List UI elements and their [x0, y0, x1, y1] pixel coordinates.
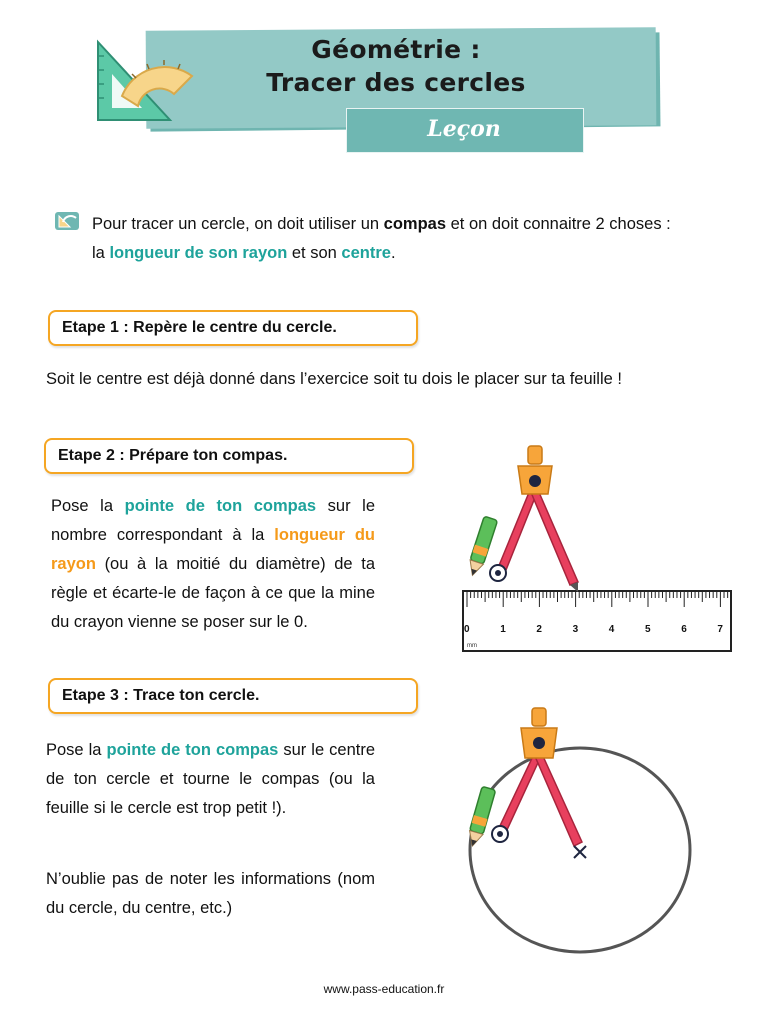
compass-on-ruler-icon [460, 440, 590, 595]
page-title [146, 33, 646, 99]
step-1-box: Etape 1 : Repère le centre du cercle. [48, 310, 418, 346]
ruler-number: 7 [717, 624, 723, 635]
intro-geometry-icon [54, 210, 80, 232]
ruler-unit: mm [467, 643, 477, 649]
ruler-number: 5 [645, 624, 651, 635]
ruler-number: 0 [464, 624, 470, 635]
intro-center: centre [341, 244, 391, 262]
step-3-box: Etape 3 : Trace ton cercle. [48, 678, 418, 714]
step-3-note: N’oublie pas de noter les informations (nom du cercle, du centre, etc.) [46, 870, 375, 917]
step-2-box: Etape 2 : Prépare ton compas. [44, 438, 414, 474]
step-2-text-1: Pose la [51, 497, 125, 515]
circle-compass-icon [458, 700, 703, 970]
step-3-text-2: sur le centre de ton cercle et tourne le compas (ou la feuille si le cercle est trop petit !). [46, 741, 376, 817]
ruler-number: 3 [572, 624, 579, 635]
intro-text-2: et on doit connaitre 2 choses : la [92, 215, 671, 262]
drawn-circle [470, 748, 690, 952]
step-1-text: Soit le centre est déjà donné dans l’exercice soit tu dois le placer sur ta feuille ! [46, 370, 622, 388]
step-2-text-2: sur le nombre correspondant à la [51, 497, 376, 544]
intro-radius-length: longueur de son rayon [109, 244, 288, 262]
step-2-compass-point: pointe de ton compas [124, 497, 317, 515]
intro-text-3: et son [287, 244, 342, 262]
title-line-2: Tracer des cercles [266, 68, 526, 97]
ruler-illustration [458, 585, 734, 655]
step-3-text [46, 736, 375, 823]
intro-text-4: . [390, 244, 396, 262]
ruler-number: 1 [500, 624, 506, 635]
step-3-text-1: Pose la [46, 741, 107, 759]
step-2-text [51, 492, 375, 637]
intro-text-1: Pour tracer un cercle, on doit utiliser un [92, 215, 384, 233]
step-3-compass-point: pointe de ton compas [106, 741, 279, 759]
ruler-number: 4 [608, 624, 615, 635]
step-2-text-3: (ou à la moitié du diamètre) de ta règle et écarte-le de façon à ce que la mine du crayon vienne se poser sur le 0. [51, 555, 375, 631]
title-line-1: Géométrie : [311, 35, 481, 64]
step-2-radius-length: longueur du rayon [51, 526, 375, 573]
ruler-number: 6 [681, 624, 687, 635]
intro-compas: compas [383, 215, 447, 233]
ruler-number: 2 [536, 624, 542, 635]
intro-paragraph [92, 210, 672, 268]
lesson-badge: Leçon [427, 116, 501, 142]
footer-url[interactable]: www.pass-education.fr [323, 982, 445, 996]
